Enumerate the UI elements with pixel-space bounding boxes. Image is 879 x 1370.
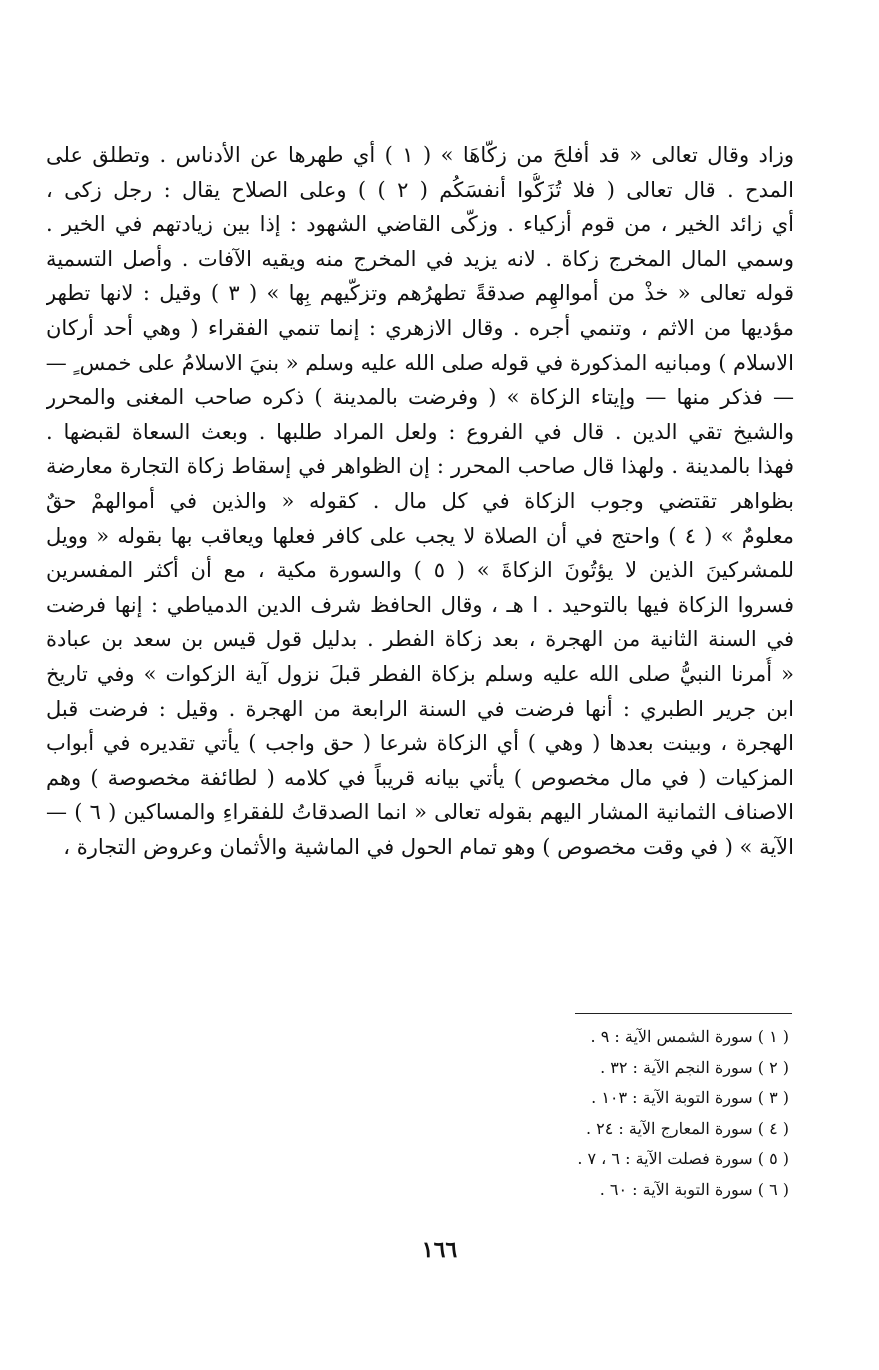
text-line: ابن جرير الطبري : أنها فرضت في السنة الرابعة من الهجرة . وقيل : فرضت قبل bbox=[46, 696, 794, 721]
text-line: فهذا بالمدينة . ولهذا قال صاحب المحرر : إن الظواهر في إسقاط زكاة التجارة معارضة bbox=[46, 454, 794, 479]
footnote-item: ( ٣ ) سورة التوبة الآية : ١٠٣ . bbox=[591, 1088, 789, 1107]
text-line: الاسلام ) ومبانيه المذكورة في قوله صلى الله عليه وسلم « بنيَ الاسلامُ على خمس ٍ — bbox=[46, 350, 794, 375]
page-number: ١٦٦ bbox=[421, 1237, 458, 1263]
text-line: بظواهر تقتضي وجوب الزكاة في كل مال . كقوله « والذين في أموالهمْ حقٌ bbox=[46, 488, 794, 513]
footnotes-list bbox=[469, 1022, 789, 1205]
footnote-item: ( ٢ ) سورة النجم الآية : ٣٢ . bbox=[600, 1057, 789, 1077]
text-line: وزاد وقال تعالى « قد أفلحَ من زكّاهَا » ( ١ ) أي طهرها عن الأدناس . وتطلق على bbox=[46, 143, 794, 167]
text-line: المزكيات ( في مال مخصوص ) يأتي بيانه قريباً في كلامه ( لطائفة مخصوصة ) وهم bbox=[46, 765, 794, 790]
footnote-item: ( ١ ) سورة الشمس الآية : ٩ . bbox=[590, 1027, 789, 1046]
footnote-item: ( ٥ ) سورة فصلت الآية : ٦ ، ٧ . bbox=[577, 1149, 789, 1168]
main-text-block bbox=[46, 138, 794, 864]
text-line: أي زائد الخير ، من قوم أزكياء . وزكّى القاضي الشهود : إذا بين زيادتهم في الخير . bbox=[46, 212, 794, 237]
text-line: للمشركينَ الذين لا يؤتُونَ الزكاةَ » ( ٥ ) والسورة مكية ، مع أن أكثر المفسرين bbox=[46, 558, 794, 583]
footnote-item: ( ٦ ) سورة التوبة الآية : ٦٠ . bbox=[599, 1179, 789, 1199]
text-line: فسروا الزكاة فيها بالتوحيد . ا هـ ، وقال الحافظ شرف الدين الدمياطي : إنها فرضت bbox=[46, 592, 794, 617]
text-line: معلومٌ » ( ٤ ) واحتج في أن الصلاة لا يجب على كافر فعلها ويعاقب بها بقوله « وويل bbox=[46, 523, 794, 548]
text-line: — فذكر منها — وإيتاء الزكاة » ( وفرضت بالمدينة ) ذكره صاحب المغنى والمحرر bbox=[46, 385, 794, 410]
text-line: مؤديها من الاثم ، وتنمي أجره . وقال الازهري : إنما تنمي الفقراء ( وهي أحد أركان bbox=[46, 315, 794, 340]
text-line: المدح . قال تعالى ( فلا تُزَكُّوا أنفسَكُم ( ٢ ) ) وعلى الصلاح يقال : رجل زكى ، bbox=[46, 177, 794, 202]
text-line: قوله تعالى « خذْ من أموالهِم صدقةً تطهرُهم وتزكّيهم بِها » ( ٣ ) وقيل : لانها تطهر bbox=[46, 281, 794, 306]
text-line: وسمي المال المخرج زكاة . لانه يزيد في المخرج منه ويقيه الآفات . وأصل التسمية bbox=[46, 246, 794, 271]
text-line: الآية » ( في وقت مخصوص ) وهو تمام الحول في الماشية والأثمان وعروض التجارة ، bbox=[63, 834, 794, 859]
text-line: الهجرة ، وبينت بعدها ( وهي ) أي الزكاة شرعا ( حق واجب ) يأتي تقديره في أبواب bbox=[46, 731, 794, 756]
text-line: والشيخ تقي الدين . قال في الفروع : ولعل المراد طلبها . وبعث السعاة لقبضها . bbox=[46, 419, 794, 444]
text-line: في السنة الثانية من الهجرة ، بعد زكاة الفطر . بدليل قول قيس بن سعد بن عبادة bbox=[46, 627, 794, 652]
text-line: الاصناف الثمانية المشار اليهم بقوله تعالى « انما الصدقاتُ للفقراءِ والمساكين ( ٦ ) — bbox=[46, 800, 794, 825]
text-line: « أُمرنا النبيُّ صلى الله عليه وسلم بزكاة الفطر قبلَ نزول آية الزكوات » وفي تاريخ bbox=[46, 661, 794, 686]
footnote-item: ( ٤ ) سورة المعارج الآية : ٢٤ . bbox=[585, 1118, 789, 1138]
footnote-separator-rule bbox=[575, 1013, 792, 1014]
